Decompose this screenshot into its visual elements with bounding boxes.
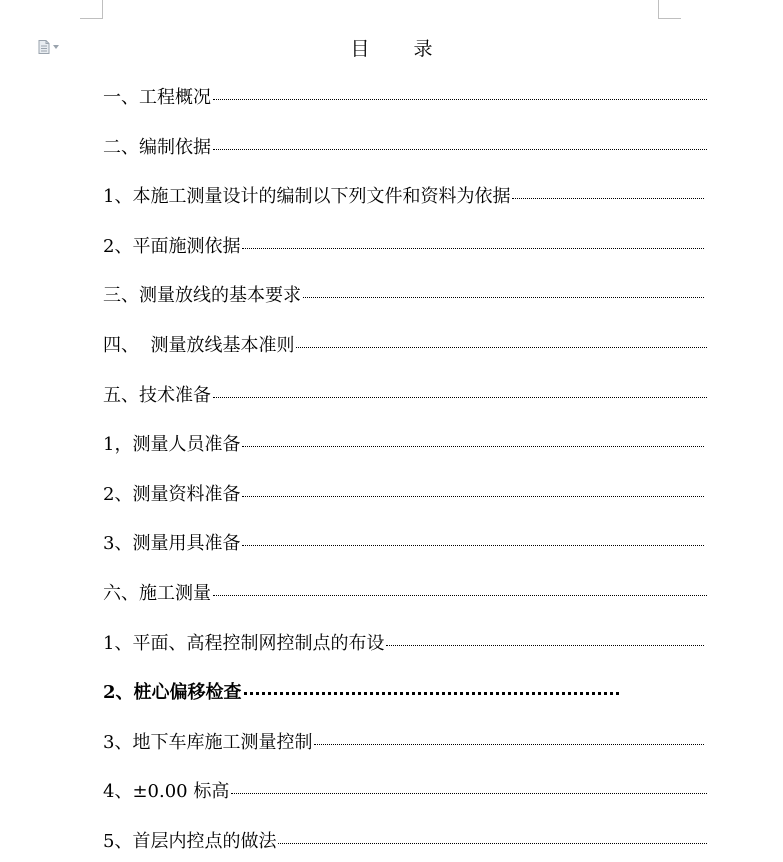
dot-leader [278, 843, 707, 844]
toc-item[interactable] [103, 382, 707, 432]
toc-item-label: 1、本施工测量设计的编制以下列文件和资料为依据 [103, 186, 511, 208]
toc-item[interactable] [103, 828, 707, 862]
toc-item-label: 2、桩心偏移检查 [103, 682, 242, 704]
toc-item[interactable] [103, 778, 707, 828]
toc-item-label: 五、技术准备 [103, 384, 211, 406]
dot-leader [213, 397, 707, 398]
toc-item-label: 3、地下车库施工测量控制 [103, 731, 313, 753]
toc-item-label: 2、平面施测依据 [103, 235, 241, 257]
toc-item-label: 5、首层内控点的做法 [103, 830, 277, 852]
toc-item-label: 三、测量放线的基本要求 [103, 285, 301, 307]
dot-leader [512, 198, 704, 199]
dot-leader [213, 595, 707, 596]
toc-item-label: 1，测量人员准备 [103, 434, 241, 456]
toc-item[interactable] [103, 431, 707, 481]
dot-leader [242, 446, 704, 447]
dot-leader [213, 149, 707, 150]
dot-leader [242, 248, 704, 249]
toc-item[interactable] [103, 134, 707, 184]
toc-title-char-1: 目 [350, 38, 370, 60]
toc-list [103, 84, 707, 862]
dot-leader [386, 645, 704, 646]
toc-item-label: 二、编制依据 [103, 136, 211, 158]
toc-item-label: 2、测量资料准备 [103, 483, 241, 505]
toc-item-label: 四、 测量放线基本准则 [103, 334, 295, 356]
page-corner-mark-right [658, 0, 681, 19]
toc-item[interactable] [103, 481, 707, 531]
toc-item[interactable] [103, 84, 707, 134]
toc-item[interactable] [103, 332, 707, 382]
toc-item-label: 六、施工测量 [103, 582, 211, 604]
dot-leader [296, 347, 707, 348]
dot-leader [244, 692, 619, 695]
toc-item-label: 一、工程概况 [103, 87, 211, 108]
toc-item[interactable] [103, 282, 707, 332]
toc-item[interactable] [103, 679, 707, 729]
page-corner-mark-left [80, 0, 103, 19]
toc-item[interactable] [103, 729, 707, 779]
dot-leader [231, 793, 707, 794]
toc-item[interactable] [103, 530, 707, 580]
toc-item-label: 3、测量用具准备 [103, 533, 241, 555]
toc-item[interactable] [103, 630, 707, 680]
toc-title [0, 34, 783, 61]
dot-leader [314, 744, 704, 745]
toc-item-label: 1、平面、高程控制网控制点的布设 [103, 632, 385, 654]
toc-title-char-2: 录 [413, 38, 433, 60]
dot-leader [213, 99, 707, 100]
toc-item[interactable] [103, 183, 707, 233]
toc-item[interactable] [103, 233, 707, 283]
toc-item[interactable] [103, 580, 707, 630]
dot-leader [242, 545, 704, 546]
dot-leader [303, 297, 704, 298]
dot-leader [242, 496, 704, 497]
toc-item-label: 4、±0.00 标高 [103, 781, 230, 803]
